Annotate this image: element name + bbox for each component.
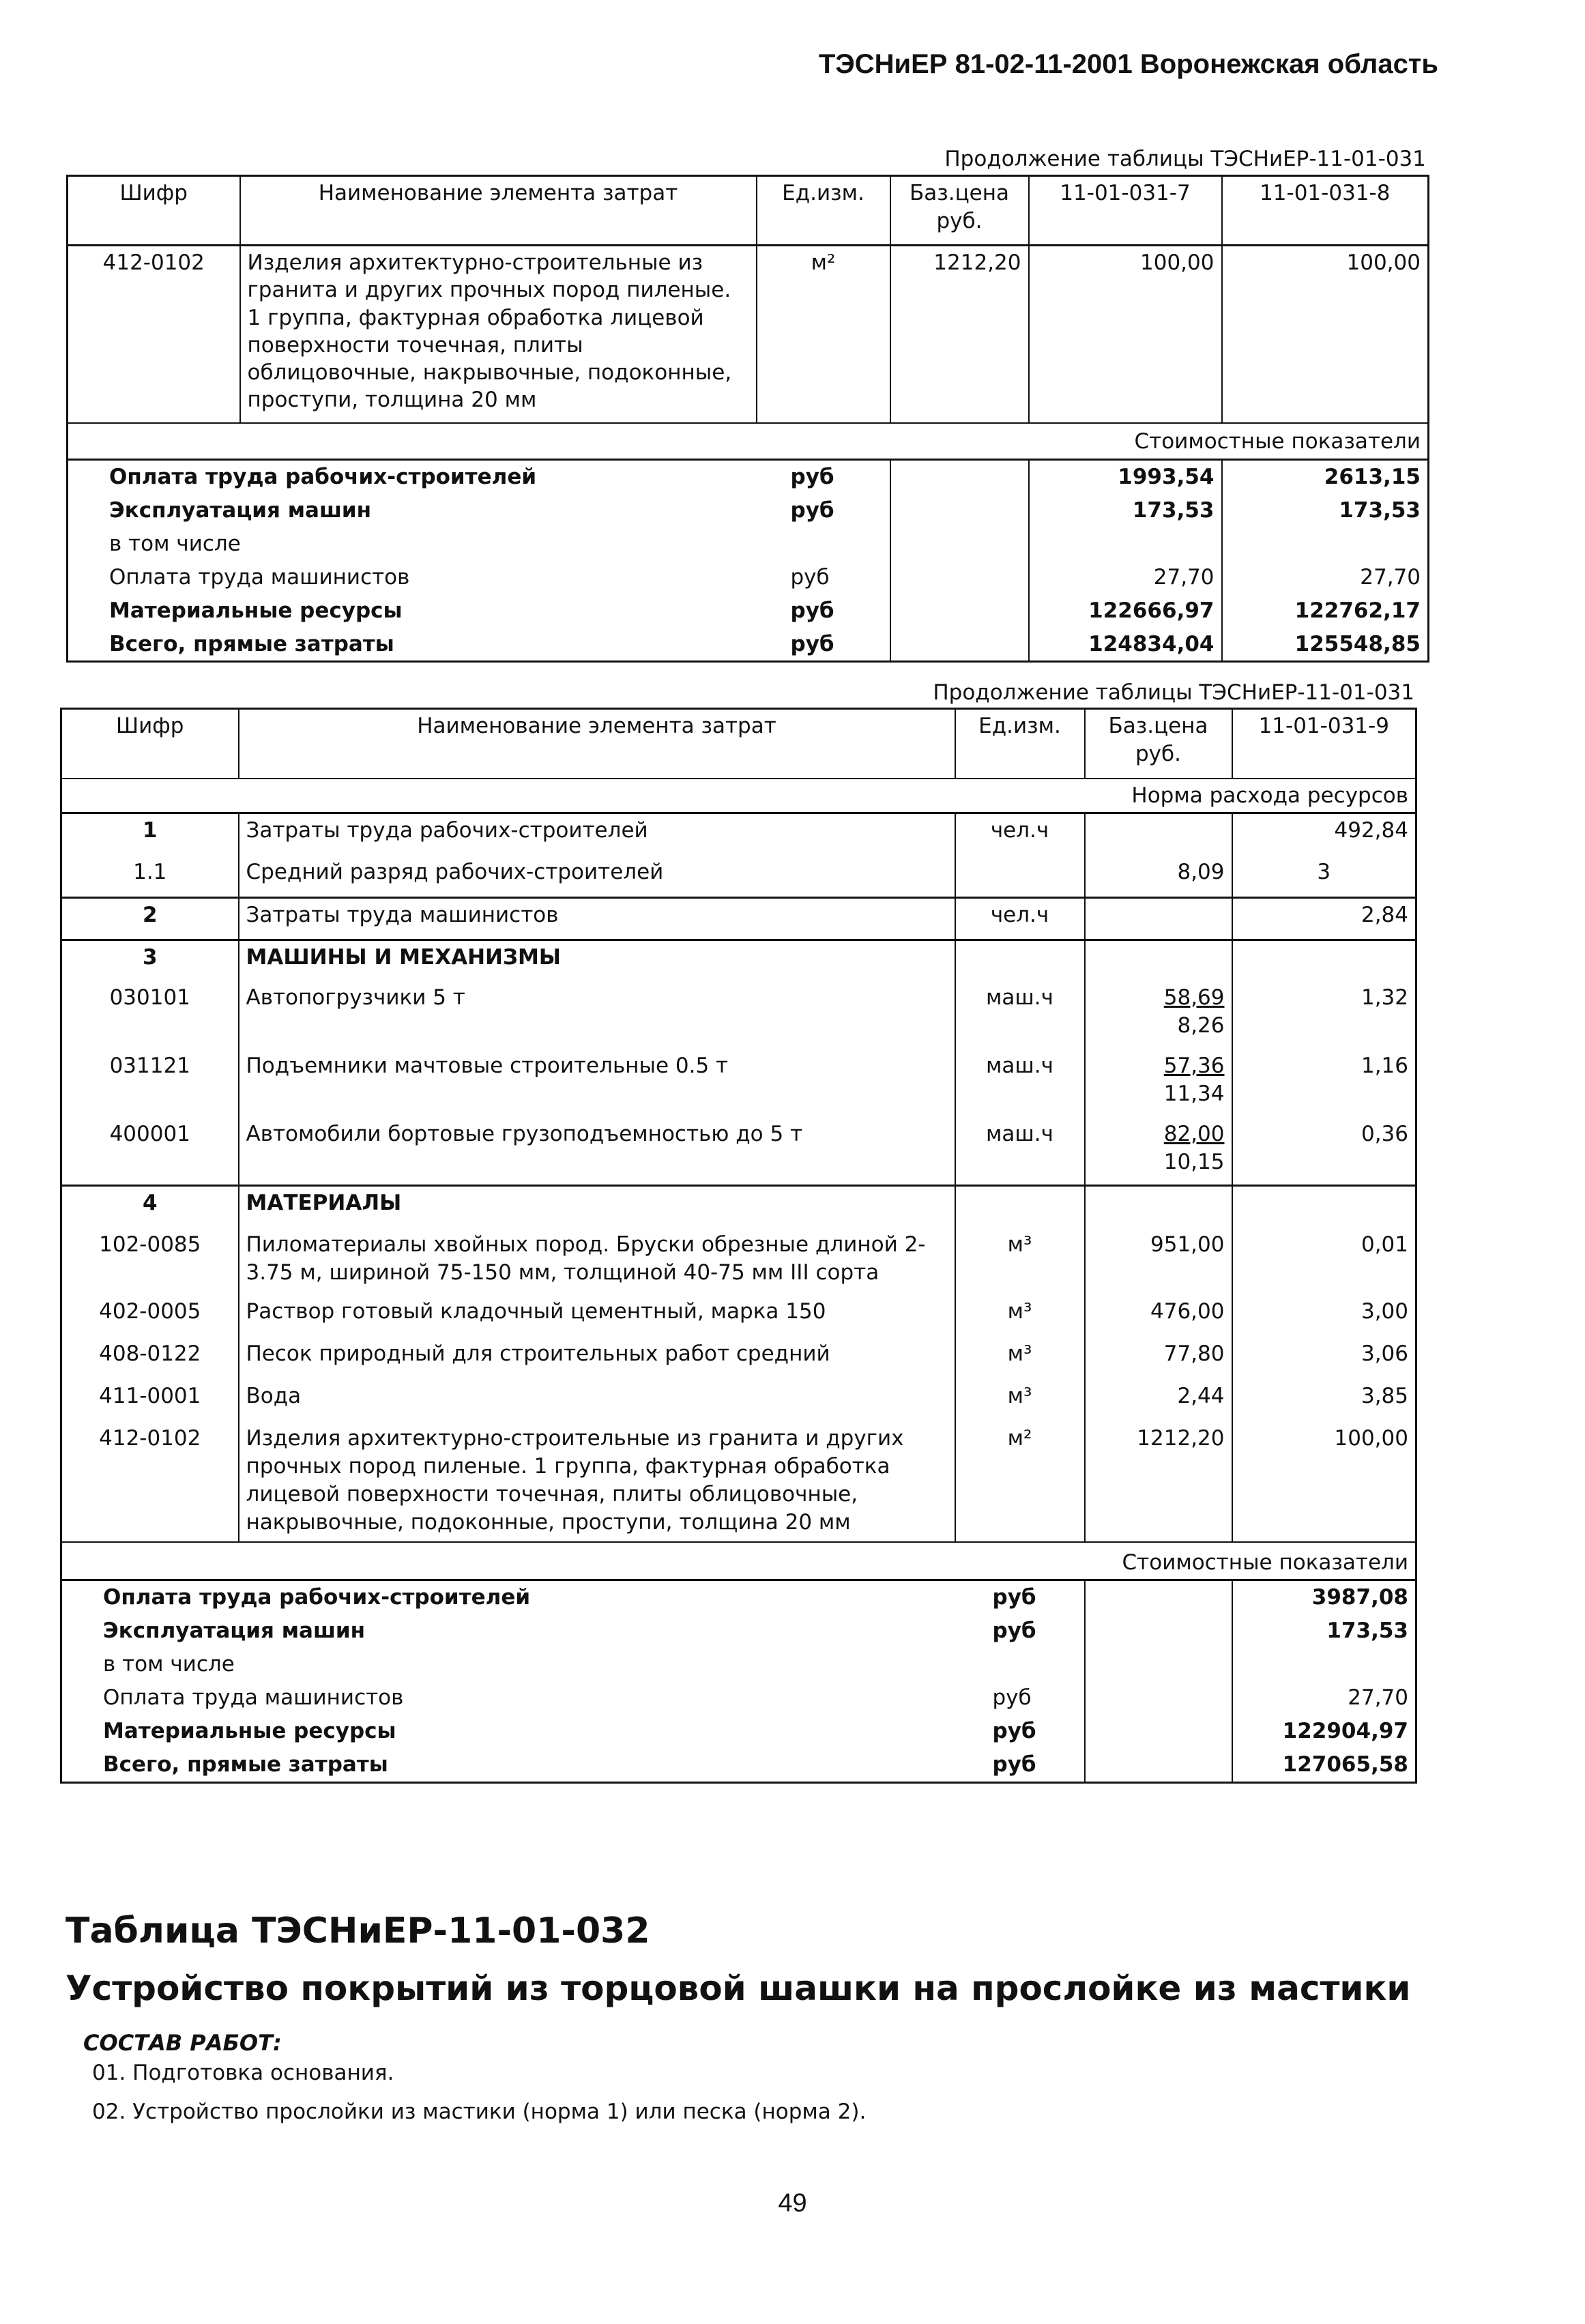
work-item: 01. Подготовка основания. <box>92 2061 394 2085</box>
table-row <box>68 594 1429 628</box>
row-price: 476,00 <box>1085 1295 1232 1337</box>
cost-name: Эксплуатация машин <box>103 1618 366 1644</box>
row-code: 102-0085 <box>99 1232 201 1257</box>
col-price-header: Баз.цена руб. <box>1085 709 1232 779</box>
section-subtitle: Устройство покрытий из торцовой шашки на прослойке из мастики <box>66 1969 1411 2008</box>
row-code: 411-0001 <box>99 1383 201 1408</box>
cost-norm8: 173,53 <box>1222 494 1429 527</box>
cost-norm7: 173,53 <box>1029 494 1222 527</box>
table-row <box>68 628 1429 662</box>
row-price: 1212,20 <box>1085 1422 1232 1542</box>
row-code: 402-0005 <box>99 1298 201 1324</box>
cost-heading-row <box>68 423 1429 460</box>
table-row <box>61 813 1416 856</box>
table-row <box>61 898 1416 940</box>
row-price: 82,00 <box>1163 1121 1225 1146</box>
row-price <box>1085 813 1232 856</box>
row-norm9: 0,36 <box>1232 1118 1416 1186</box>
cost-name: в том числе <box>109 531 241 556</box>
table-row <box>61 1681 1416 1715</box>
table-row <box>61 1748 1416 1782</box>
section-code: 3 <box>61 940 239 981</box>
table-row <box>68 460 1429 494</box>
row-norm9: 2,84 <box>1232 898 1416 940</box>
col-unit-header: Ед.изм. <box>757 176 890 246</box>
cost-norm8: 2613,15 <box>1222 460 1429 494</box>
row-name: Автомобили бортовые грузоподъемностью до 5 т <box>239 1118 955 1186</box>
cost-norm8: 125548,85 <box>1222 628 1429 662</box>
cost-name: Оплата труда рабочих-строителей <box>61 1580 955 1614</box>
cost-norm7: 1993,54 <box>1029 460 1222 494</box>
row-name: Изделия архитектурно-строительные из гранита и других прочных пород пиленые. 1 группа, фактурная обработка лицевой поверхности точечная, плиты облицовочные, накрывочные, подоконные, проступи, толщина 20 мм <box>239 1422 955 1542</box>
cost-name: Всего, прямые затраты <box>103 1752 388 1777</box>
row-name: Средний разряд рабочих-строителей <box>239 856 955 898</box>
row-name: Затраты труда машинистов <box>239 898 955 940</box>
section-title: МАТЕРИАЛЫ <box>239 1186 955 1228</box>
cost-unit: руб <box>757 460 890 494</box>
row-price: 57,36 <box>1163 1053 1225 1078</box>
cost-unit: руб <box>790 497 834 523</box>
row-code: 408-0122 <box>99 1341 201 1366</box>
cost-unit <box>757 527 890 561</box>
table1-header-row <box>68 176 1429 246</box>
cost-unit: руб <box>955 1580 1085 1614</box>
row-norm8: 100,00 <box>1222 246 1429 423</box>
cost-norm9: 27,70 <box>1232 1681 1416 1715</box>
col-norm9-header: 11-01-031-9 <box>1232 709 1416 779</box>
row-unit: м³ <box>955 1380 1085 1422</box>
norm-heading-row <box>61 779 1416 813</box>
cost-unit: руб <box>790 598 834 623</box>
table-row <box>68 561 1429 594</box>
table-row <box>61 1118 1416 1186</box>
row-norm9: 1,16 <box>1232 1049 1416 1118</box>
cost-name: Оплата труда рабочих-строителей <box>68 460 757 494</box>
cost-heading: Стоимостные показатели <box>890 423 1429 460</box>
row-code: 2 <box>61 898 239 940</box>
cost-unit: руб <box>790 631 834 656</box>
cost-unit: руб <box>992 1685 1032 1711</box>
table-row <box>61 856 1416 898</box>
col-code-header: Шифр <box>119 181 188 205</box>
cost-norm9 <box>1232 1648 1416 1681</box>
row-unit: м³ <box>955 1228 1085 1295</box>
table-row <box>61 1715 1416 1748</box>
table-row <box>61 1380 1416 1422</box>
row-norm9: 1,32 <box>1232 981 1416 1049</box>
col-price-header: Баз.цена руб. <box>890 176 1029 246</box>
table2 <box>60 708 1417 1784</box>
row-price-wage: 8,26 <box>1177 1013 1225 1038</box>
row-price-wage: 10,15 <box>1163 1149 1225 1174</box>
table-row <box>61 1186 1416 1228</box>
table2-continuation: Продолжение таблицы ТЭСНиЕР-11-01-031 <box>933 680 1414 705</box>
cost-name: Материальные ресурсы <box>109 598 403 623</box>
row-unit: м² <box>955 1422 1085 1542</box>
row-name: Автопогрузчики 5 т <box>239 981 955 1049</box>
row-norm9: 3,06 <box>1232 1337 1416 1380</box>
table-row <box>61 940 1416 981</box>
row-price: 951,00 <box>1085 1228 1232 1295</box>
row-price: 58,69 <box>1163 985 1225 1010</box>
row-price: 77,80 <box>1085 1337 1232 1380</box>
cost-norm9: 122904,97 <box>1232 1715 1416 1748</box>
row-norm9: 3,00 <box>1232 1295 1416 1337</box>
row-unit: чел.ч <box>955 813 1085 856</box>
cost-norm8 <box>1222 527 1429 561</box>
cost-heading: Стоимостные показатели <box>1085 1542 1416 1580</box>
row-code: 400001 <box>109 1121 190 1146</box>
row-norm7: 100,00 <box>1029 246 1222 423</box>
row-price: 1212,20 <box>890 246 1029 423</box>
cost-norm7 <box>1029 527 1222 561</box>
row-name: Песок природный для строительных работ средний <box>239 1337 955 1380</box>
col-name-header: Наименование элемента затрат <box>240 176 757 246</box>
cost-norm7: 122666,97 <box>1029 594 1222 628</box>
cost-unit: руб <box>992 1618 1036 1644</box>
row-norm9: 492,84 <box>1232 813 1416 856</box>
row-unit <box>955 856 1085 898</box>
col-unit-header: Ед.изм. <box>955 709 1085 779</box>
table-row <box>61 981 1416 1049</box>
section-table-title: Таблица ТЭСНиЕР-11-01-032 <box>66 1911 650 1951</box>
cost-norm9: 3987,08 <box>1232 1580 1416 1614</box>
cost-norm7: 27,70 <box>1029 561 1222 594</box>
row-norm9: 3,85 <box>1232 1380 1416 1422</box>
col-code-header: Шифр <box>116 714 184 738</box>
row-price: 2,44 <box>1085 1380 1232 1422</box>
row-code: 031121 <box>109 1053 190 1078</box>
cost-name: Оплата труда машинистов <box>109 564 410 590</box>
works-heading: СОСТАВ РАБОТ: <box>83 2030 282 2056</box>
row-unit: м³ <box>955 1295 1085 1337</box>
table-row <box>61 1580 1416 1614</box>
norm-heading: Норма расхода ресурсов <box>1085 779 1416 813</box>
table-row <box>61 1228 1416 1295</box>
table-row <box>61 1422 1416 1542</box>
table-row <box>61 1049 1416 1118</box>
cost-norm7: 124834,04 <box>1029 628 1222 662</box>
row-unit: м² <box>757 246 890 423</box>
table1 <box>66 175 1429 663</box>
work-item: 02. Устройство прослойки из мастики (норма 1) или песка (норма 2). <box>92 2100 867 2124</box>
cost-norm8: 122762,17 <box>1222 594 1429 628</box>
row-code: 412-0102 <box>99 1425 201 1451</box>
cost-unit: руб <box>790 564 830 590</box>
cost-unit: руб <box>992 1752 1036 1777</box>
row-code: 1 <box>61 813 239 856</box>
col-norm8-header: 11-01-031-8 <box>1222 176 1429 246</box>
cost-name: в том числе <box>103 1652 235 1677</box>
cost-norm8: 27,70 <box>1222 561 1429 594</box>
cost-name: Всего, прямые затраты <box>109 631 394 656</box>
row-code: 030101 <box>109 985 190 1010</box>
page-number: 49 <box>778 2189 807 2218</box>
cost-heading-row <box>61 1542 1416 1580</box>
cost-unit: руб <box>992 1719 1036 1744</box>
row-name: Вода <box>239 1380 955 1422</box>
table1-continuation: Продолжение таблицы ТЭСНиЕР-11-01-031 <box>944 147 1426 171</box>
row-name: Затраты труда рабочих-строителей <box>239 813 955 856</box>
table-row <box>68 246 1429 423</box>
table-row <box>68 494 1429 527</box>
section-title: МАШИНЫ И МЕХАНИЗМЫ <box>239 940 955 981</box>
row-unit: маш.ч <box>955 1118 1085 1186</box>
table-row <box>68 527 1429 561</box>
row-code: 1.1 <box>133 859 167 884</box>
table-row <box>61 1614 1416 1648</box>
table-row <box>61 1337 1416 1380</box>
row-norm9: 100,00 <box>1232 1422 1416 1542</box>
row-name: Изделия архитектурно-строительные из гранита и других прочных пород пиленые. 1 группа, фактурная обработка лицевой поверхности точечная, плиты облицовочные, накрывочные, подоконные, проступи, толщина 20 мм <box>240 246 757 423</box>
table-row <box>61 1648 1416 1681</box>
table-row <box>61 1295 1416 1337</box>
row-name: Раствор готовый кладочный цементный, марка 150 <box>239 1295 955 1337</box>
row-unit: чел.ч <box>955 898 1085 940</box>
cost-name: Эксплуатация машин <box>109 497 372 523</box>
row-code: 412-0102 <box>68 246 240 423</box>
row-name: Пиломатериалы хвойных пород. Бруски обрезные длиной 2-3.75 м, шириной 75-150 мм, толщиной 40-75 мм III сорта <box>239 1228 955 1295</box>
cost-norm9: 127065,58 <box>1232 1748 1416 1782</box>
row-price <box>1085 898 1232 940</box>
row-price-wage: 11,34 <box>1163 1081 1225 1106</box>
row-unit: маш.ч <box>955 981 1085 1049</box>
row-norm9: 0,01 <box>1232 1228 1416 1295</box>
cost-name: Оплата труда машинистов <box>103 1685 404 1711</box>
row-unit: маш.ч <box>955 1049 1085 1118</box>
row-price: 8,09 <box>1085 856 1232 898</box>
col-name-header: Наименование элемента затрат <box>239 709 955 779</box>
cost-norm9: 173,53 <box>1232 1614 1416 1648</box>
section-code: 4 <box>61 1186 239 1228</box>
table2-header-row <box>61 709 1416 779</box>
row-unit: м³ <box>955 1337 1085 1380</box>
col-norm7-header: 11-01-031-7 <box>1029 176 1222 246</box>
cost-unit <box>955 1648 1085 1681</box>
row-name: Подъемники мачтовые строительные 0.5 т <box>239 1049 955 1118</box>
cost-name: Материальные ресурсы <box>103 1719 396 1744</box>
document-header: ТЭСНиЕР 81-02-11-2001 Воронежская область <box>818 49 1438 79</box>
row-norm9: 3 <box>1232 856 1416 898</box>
